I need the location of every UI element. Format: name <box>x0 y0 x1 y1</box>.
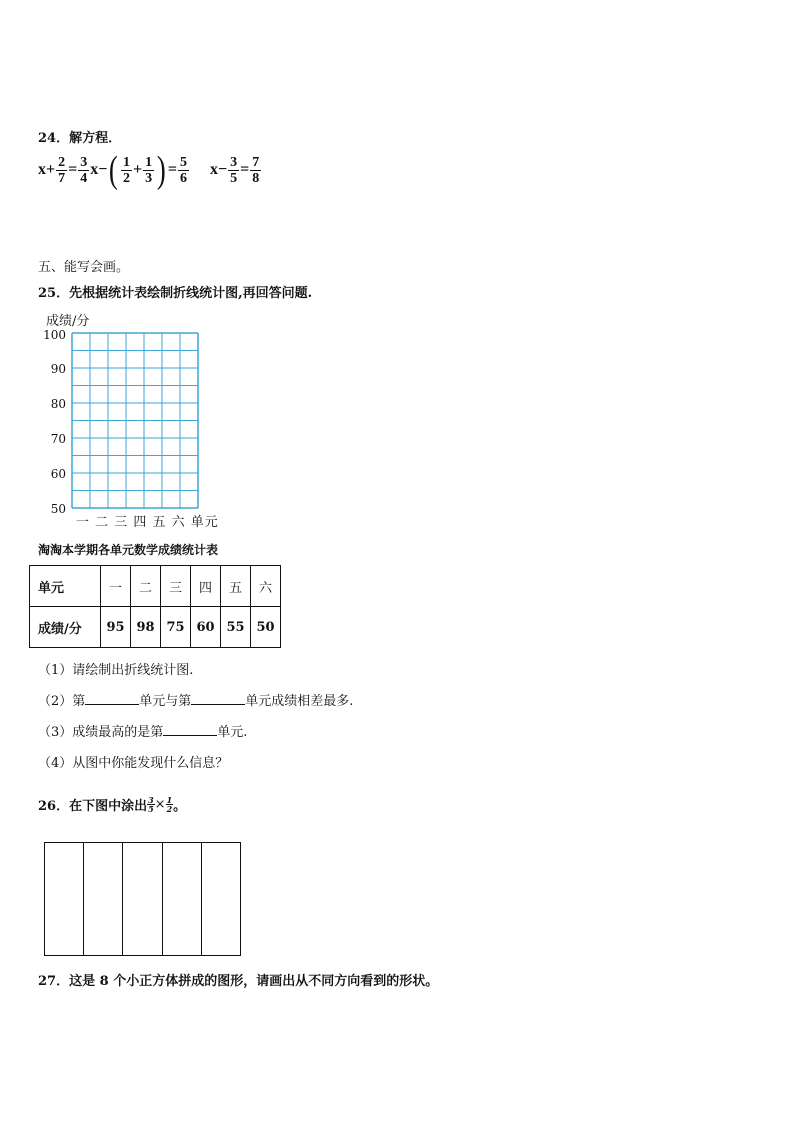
table-header-label: 单元 <box>30 566 101 607</box>
table-row-label: 成绩/分 <box>30 607 101 648</box>
q26-text: 26．在下图中涂出 <box>38 799 148 814</box>
rectangle-part[interactable] <box>84 843 123 955</box>
eq1-var: x+ <box>38 161 56 178</box>
table-row <box>30 607 281 648</box>
q25-sub4: （4）从图中你能发现什么信息？ <box>38 756 229 771</box>
sub2-text-c: 单元成绩相差最多. <box>245 694 354 709</box>
q25-sub3 <box>38 721 247 740</box>
q26-title <box>38 795 186 814</box>
eq2-fraction-2: $\frac{1}{3}$ <box>145 154 153 186</box>
unit-cell: 五 <box>221 566 251 607</box>
y-tick: 60 <box>50 467 66 481</box>
eq3-equals: = <box>240 161 250 178</box>
score-cell: 98 <box>131 607 161 648</box>
times-sign: × <box>154 797 166 812</box>
score-cell: 60 <box>191 607 221 648</box>
eq1-equals: = <box>68 161 78 178</box>
unit-cell: 三 <box>161 566 191 607</box>
sub2-text-a: （2）第 <box>38 694 86 709</box>
answer-blank[interactable] <box>85 692 139 705</box>
score-table <box>29 565 281 648</box>
q24-title: 24．解方程． <box>38 131 122 146</box>
unit-cell: 六 <box>251 566 281 607</box>
eq2-fraction-1: $\frac{1}{2}$ <box>123 154 131 186</box>
section5-title: 五、能写会画。 <box>38 260 130 275</box>
eq3-var: x− <box>209 161 228 178</box>
y-tick: 70 <box>50 432 66 446</box>
q24-equations <box>38 150 262 190</box>
blank-grid[interactable] <box>70 331 201 512</box>
shading-rectangle[interactable] <box>44 842 241 956</box>
eq3-fraction-2: $\frac{7}{8}$ <box>252 154 260 186</box>
x-axis-label: 一 二 三 四 五 六 单元 <box>76 515 219 530</box>
score-cell: 50 <box>251 607 281 648</box>
eq2-left-paren: ( <box>109 149 119 191</box>
y-tick: 90 <box>50 362 66 376</box>
answer-blank[interactable] <box>163 723 217 736</box>
unit-cell: 四 <box>191 566 221 607</box>
q26-end: 。 <box>173 799 187 814</box>
eq2-right-paren: ) <box>157 149 166 191</box>
table-title: 淘淘本学期各单元数学成绩统计表 <box>38 543 219 557</box>
eq2-equals: = <box>167 161 177 178</box>
score-cell: 95 <box>101 607 131 648</box>
y-axis-label: 成绩/分 <box>46 314 90 329</box>
q25-sub1: （1）请绘制出折线统计图. <box>38 663 194 678</box>
rectangle-part[interactable] <box>202 843 240 955</box>
eq2-plus: + <box>133 161 143 178</box>
sub2-text-b: 单元与第 <box>139 694 192 709</box>
rectangle-part[interactable] <box>45 843 84 955</box>
eq2-var: x− <box>90 161 108 178</box>
q26-fraction-2: $\frac{1}{2}$ <box>166 795 173 814</box>
eq2-fraction-3: $\frac{5}{6}$ <box>179 154 187 186</box>
eq1-fraction-1: $\frac{2}{7}$ <box>58 154 66 186</box>
sub3-text-a: （3）成绩最高的是第 <box>38 725 164 740</box>
rectangle-part[interactable] <box>123 843 162 955</box>
unit-cell: 二 <box>131 566 161 607</box>
q25-title: 25．先根据统计表绘制折线统计图,再回答问题. <box>38 286 313 301</box>
score-cell: 55 <box>221 607 251 648</box>
y-tick: 50 <box>50 502 66 516</box>
eq3-fraction-1: $\frac{3}{5}$ <box>230 154 238 186</box>
rectangle-part[interactable] <box>163 843 202 955</box>
unit-cell: 一 <box>101 566 131 607</box>
eq1-fraction-2: $\frac{3}{4}$ <box>80 154 88 186</box>
q26-fraction-1: $\frac{3}{5}$ <box>148 795 154 814</box>
score-cell: 75 <box>161 607 191 648</box>
q25-sub2 <box>38 690 353 709</box>
answer-blank[interactable] <box>191 692 245 705</box>
sub3-text-b: 单元. <box>217 725 248 740</box>
table-row <box>30 566 281 607</box>
q27-title: 27．这是 8 个小正方体拼成的图形，请画出从不同方向看到的形状。 <box>38 974 439 989</box>
y-tick: 100 <box>43 328 66 342</box>
y-tick: 80 <box>50 397 66 411</box>
